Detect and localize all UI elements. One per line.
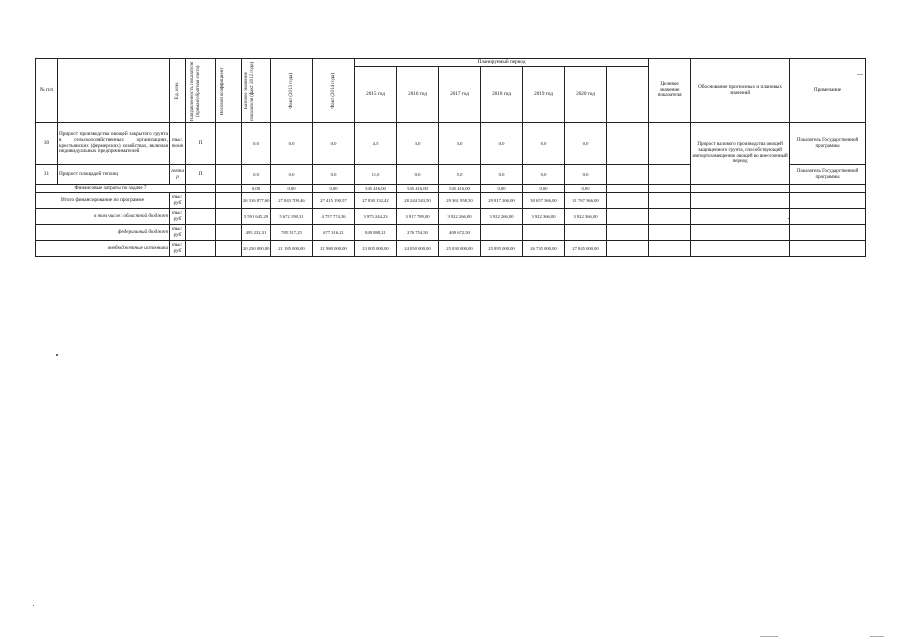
finance-year: 24 050 000,00 (397, 241, 439, 257)
finance-year: 31 767 366,00 (565, 193, 607, 209)
finance-task-year: 545 416,00 (397, 185, 439, 193)
finance-fact-2013: 27 843 709,46 (271, 193, 313, 209)
finance-task-note (790, 185, 866, 193)
finance-fact-2014: 677 316,21 (313, 225, 355, 241)
finance-justification (691, 193, 790, 209)
finance-base: 26 316 877,60 (242, 193, 271, 209)
row-num: 31 (36, 165, 58, 185)
finance-weight (216, 209, 242, 225)
scan-mark (870, 636, 884, 637)
finance-task-weight (216, 185, 242, 193)
header-name (58, 59, 170, 123)
header-num: № п/п (36, 59, 58, 123)
row-direction: П (186, 165, 216, 185)
row-year-value: 0,0 (523, 165, 565, 185)
finance-year (481, 225, 523, 241)
finance-year: 30 657 366,00 (523, 193, 565, 209)
finance-fact-2014: 4 757 774,36 (313, 209, 355, 225)
finance-note (790, 241, 866, 257)
finance-label: Итого финансирование по программе (36, 193, 170, 209)
finance-year: 409 672,50 (439, 225, 481, 241)
header-weight: Весовой коэффициент (216, 59, 242, 123)
finance-year: 29 361 958,50 (439, 193, 481, 209)
header-unit: Ед. изм. (170, 59, 186, 123)
finance-task-empty (607, 185, 649, 193)
finance-unit: тыс. руб (170, 209, 186, 225)
finance-note (790, 193, 866, 209)
program-indicators-sheet (35, 58, 865, 257)
row-justification: Прирост валового производства овощей защищенного грунта, способствующий импортозамещению овощей во внесезонный период (691, 123, 790, 185)
header-base: Базовое значение показателя (факт 2012 года) (242, 59, 271, 123)
row-name: Прирост производства овощей закрытого грунта в сельскохозяйственных организациях, крестьянских (фермерских) хозяйствах, включая индивидуальных предпринимателей (58, 123, 170, 165)
finance-year: 3 922 366,00 (523, 209, 565, 225)
scan-mark (857, 74, 863, 75)
finance-target (649, 209, 691, 225)
row-fact-2013: 0,0 (271, 123, 313, 165)
row-name: Прирост площадей теплиц (58, 165, 170, 185)
finance-year: 3 922 266,00 (439, 209, 481, 225)
finance-empty (607, 241, 649, 257)
finance-fact-2013: 5 672 198,31 (271, 209, 313, 225)
finance-task-label: Финансовые затраты по задаче 7 (36, 185, 186, 193)
finance-weight (216, 241, 242, 257)
finance-fact-2013: 785 517,25 (271, 225, 313, 241)
row-base: 0,0 (242, 165, 271, 185)
row-base: 0,0 (242, 123, 271, 165)
finance-task-year: 545 416,00 (355, 185, 397, 193)
finance-task-fact-2014: 0,00 (313, 185, 355, 193)
finance-fact-2013: 21 185 000,00 (271, 241, 313, 257)
finance-year: 27 845 000,00 (565, 241, 607, 257)
finance-year: 3 922 366,00 (565, 209, 607, 225)
row-year-value: 0,0 (481, 165, 523, 185)
row-year-empty (607, 123, 649, 165)
finance-year (523, 225, 565, 241)
scan-speck (33, 605, 34, 606)
row-weight (216, 165, 242, 185)
row-weight (216, 123, 242, 165)
row-year-value: 3,0 (439, 123, 481, 165)
finance-year: 27 830 132,42 (355, 193, 397, 209)
header-year: 2018 год (481, 67, 523, 123)
row-fact-2013: 0,0 (271, 165, 313, 185)
table-row (36, 123, 866, 165)
finance-base: 20 230 000,00 (242, 241, 271, 257)
finance-task-target (649, 185, 691, 193)
row-year-value: 5,0 (439, 165, 481, 185)
finance-empty (607, 225, 649, 241)
finance-empty (607, 209, 649, 225)
row-year-value: 0,0 (523, 123, 565, 165)
finance-year: 26 735 000,00 (523, 241, 565, 257)
row-year-value: 0,0 (565, 165, 607, 185)
finance-year: 3 917 789,00 (397, 209, 439, 225)
row-note: Показатель Государственной программы (790, 123, 866, 165)
finance-row (36, 209, 866, 225)
finance-base: 495 232,31 (242, 225, 271, 241)
finance-unit: тыс. руб (170, 193, 186, 209)
finance-task-base: 0,00 (242, 185, 271, 193)
header-fact-2014: Факт (2014 года) (313, 59, 355, 123)
header-row-1 (36, 59, 866, 67)
header-year-empty (607, 67, 649, 123)
finance-direction (186, 193, 216, 209)
finance-fact-2014: 27 415 190,57 (313, 193, 355, 209)
row-unit: гекта р (170, 165, 186, 185)
scan-speck (56, 354, 58, 356)
finance-task-year: 0,00 (523, 185, 565, 193)
header-year: 2019 год (523, 67, 565, 123)
row-fact-2014: 0,0 (313, 165, 355, 185)
finance-year: 28 244 543,50 (397, 193, 439, 209)
header-justification: Обоснование прогнозных и плановых значений (691, 59, 790, 123)
finance-year: 25 030 000,00 (439, 241, 481, 257)
finance-fact-2014: 21 980 000,00 (313, 241, 355, 257)
header-target: Целевое значение показателя (649, 59, 691, 123)
finance-row (36, 241, 866, 257)
finance-task-year: 0,00 (565, 185, 607, 193)
finance-unit: тыс. руб (170, 241, 186, 257)
finance-direction (186, 241, 216, 257)
finance-note (790, 225, 866, 241)
finance-year: 29 817 266,00 (481, 193, 523, 209)
row-year-value: 11,0 (355, 165, 397, 185)
row-unit: тыс. тонн (170, 123, 186, 165)
finance-justification (691, 209, 790, 225)
finance-label: внебюджетные источники (36, 241, 170, 257)
finance-task-justification (691, 185, 790, 193)
finance-year: 3 922 266,00 (481, 209, 523, 225)
finance-task-direction (186, 185, 216, 193)
finance-target (649, 241, 691, 257)
finance-year: 3 975 244,23 (355, 209, 397, 225)
finance-justification (691, 225, 790, 241)
header-year: 2020 год (565, 67, 607, 123)
row-target (649, 165, 691, 185)
finance-direction (186, 225, 216, 241)
scan-speck (788, 218, 789, 219)
finance-year: 849 888,21 (355, 225, 397, 241)
finance-empty (607, 193, 649, 209)
indicators-table (35, 58, 866, 257)
scan-mark (760, 636, 778, 637)
finance-weight (216, 193, 242, 209)
finance-row (36, 193, 866, 209)
finance-unit: тыс. руб (170, 225, 186, 241)
finance-weight (216, 225, 242, 241)
finance-direction (186, 209, 216, 225)
header-year: 2017 год (439, 67, 481, 123)
header-year: 2015 год (355, 67, 397, 123)
finance-target (649, 193, 691, 209)
finance-label: федеральный бюджет (36, 225, 170, 241)
header-year: 2016 год (397, 67, 439, 123)
finance-year: 23 005 000,00 (355, 241, 397, 257)
finance-task-year: 545 416,00 (439, 185, 481, 193)
finance-task-row (36, 185, 866, 193)
finance-justification (691, 241, 790, 257)
row-num: 30 (36, 123, 58, 165)
row-direction: П (186, 123, 216, 165)
header-planned-period: Планируемый период (355, 59, 649, 67)
finance-label: в том числе: областной бюджет (36, 209, 170, 225)
row-year-value: 4,5 (355, 123, 397, 165)
row-target (649, 123, 691, 165)
finance-year (565, 225, 607, 241)
finance-task-fact-2013: 0,00 (271, 185, 313, 193)
finance-target (649, 225, 691, 241)
finance-year: 276 754,50 (397, 225, 439, 241)
finance-year: 25 895 000,00 (481, 241, 523, 257)
row-year-value: 0,0 (565, 123, 607, 165)
header-note: Примечание (790, 59, 866, 123)
row-fact-2014: 0,0 (313, 123, 355, 165)
row-year-value: 0,0 (481, 123, 523, 165)
row-year-value: 3,0 (397, 123, 439, 165)
finance-row (36, 225, 866, 241)
finance-note (790, 209, 866, 225)
header-direction: Направленность показателя (прямая/обратная счета) (186, 59, 216, 123)
finance-task-year: 0,00 (481, 185, 523, 193)
finance-base: 5 591 645,29 (242, 209, 271, 225)
header-fact-2013: Факт (2013 года) (271, 59, 313, 123)
row-year-value: 0,0 (397, 165, 439, 185)
row-year-empty (607, 165, 649, 185)
row-note: Показатель Государственной программы (790, 165, 866, 185)
